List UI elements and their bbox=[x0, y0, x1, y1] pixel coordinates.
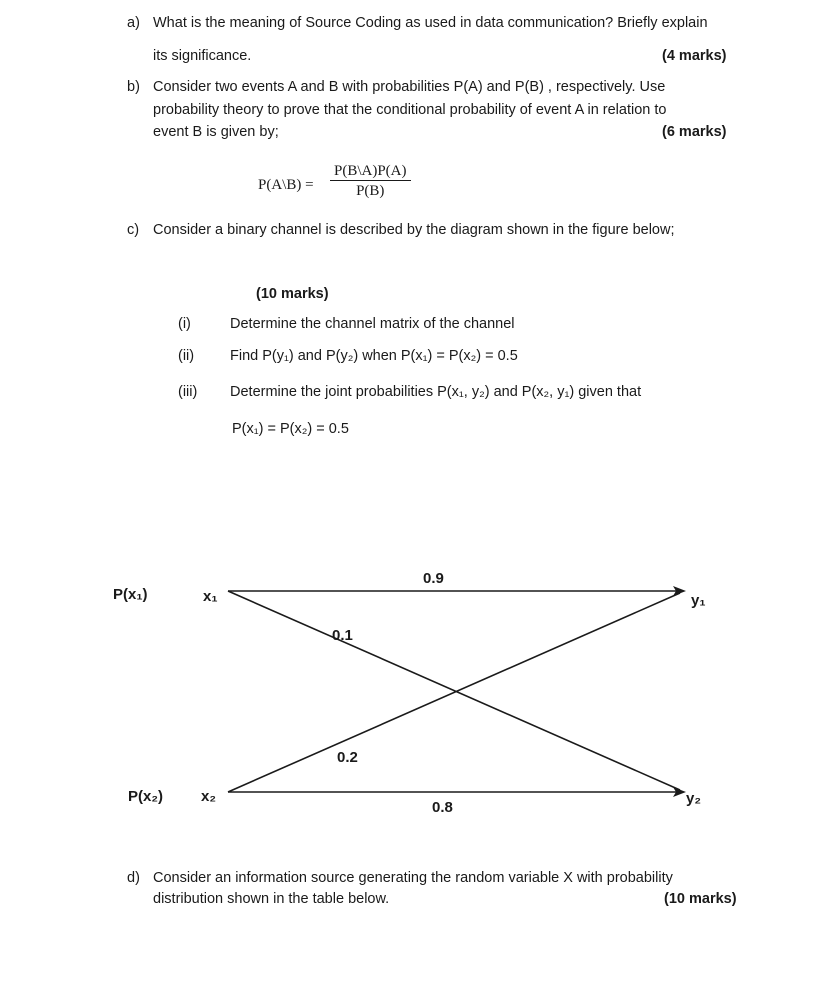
qc-line1: Consider a binary channel is described by the diagram shown in the figure below; bbox=[153, 222, 675, 238]
qa-line1: What is the meaning of Source Coding as used in data communication? Briefly explain bbox=[153, 15, 708, 31]
qb-line3: event B is given by; bbox=[153, 124, 279, 140]
qc-marks: (10 marks) bbox=[256, 286, 329, 302]
label-y2: y₂ bbox=[686, 790, 702, 807]
prob-x2-y2: 0.8 bbox=[432, 799, 453, 816]
formula-numerator: P(B\A)P(A) bbox=[330, 163, 411, 181]
qc-part-ii-text: Find P(y₁) and P(y₂) when P(x₁) = P(x₂) = 0.5 bbox=[230, 348, 518, 364]
label-y1: y₁ bbox=[691, 592, 706, 609]
line-x2-y1 bbox=[228, 593, 680, 792]
qc-part-i-text: Determine the channel matrix of the channel bbox=[230, 316, 515, 332]
formula-denominator: P(B) bbox=[356, 183, 385, 199]
qc-part-ii-num: (ii) bbox=[178, 348, 195, 364]
qc-part-iii-num: (iii) bbox=[178, 384, 198, 400]
prob-x1-y1: 0.9 bbox=[423, 570, 444, 587]
prob-x2-y1: 0.2 bbox=[337, 749, 358, 766]
qb-label: b) bbox=[127, 79, 140, 95]
qd-line1: Consider an information source generating the random variable X with probability bbox=[153, 870, 673, 886]
label-x1: x₁ bbox=[203, 588, 218, 605]
qc-part-i-num: (i) bbox=[178, 316, 191, 332]
qd-line2: distribution shown in the table below. bbox=[153, 891, 390, 907]
qb-line2: probability theory to prove that the conditional probability of event A in relation to bbox=[153, 102, 667, 118]
formula-lhs: P(A\B) = bbox=[258, 177, 314, 193]
qa-line2: its significance. bbox=[153, 48, 252, 64]
label-x2: x₂ bbox=[201, 788, 217, 805]
qd-marks: (10 marks) bbox=[664, 891, 737, 907]
qb-marks: (6 marks) bbox=[662, 124, 727, 140]
label-px2: P(x₂) bbox=[128, 788, 164, 805]
prob-x1-y2: 0.1 bbox=[332, 627, 353, 644]
qa-marks: (4 marks) bbox=[662, 48, 727, 64]
qb-line1: Consider two events A and B with probabilities P(A) and P(B) , respectively. Use bbox=[153, 79, 666, 95]
qa-label: a) bbox=[127, 15, 140, 31]
qc-part-iii-text: Determine the joint probabilities P(x₁, y₂) and P(x₂, y₁) given that bbox=[230, 384, 642, 400]
qc-label: c) bbox=[127, 222, 140, 238]
label-px1: P(x₁) bbox=[113, 586, 148, 603]
qd-label: d) bbox=[127, 870, 140, 886]
line-x1-y2 bbox=[228, 591, 680, 790]
qc-part-iii-cont: P(x₁) = P(x₂) = 0.5 bbox=[232, 421, 349, 437]
